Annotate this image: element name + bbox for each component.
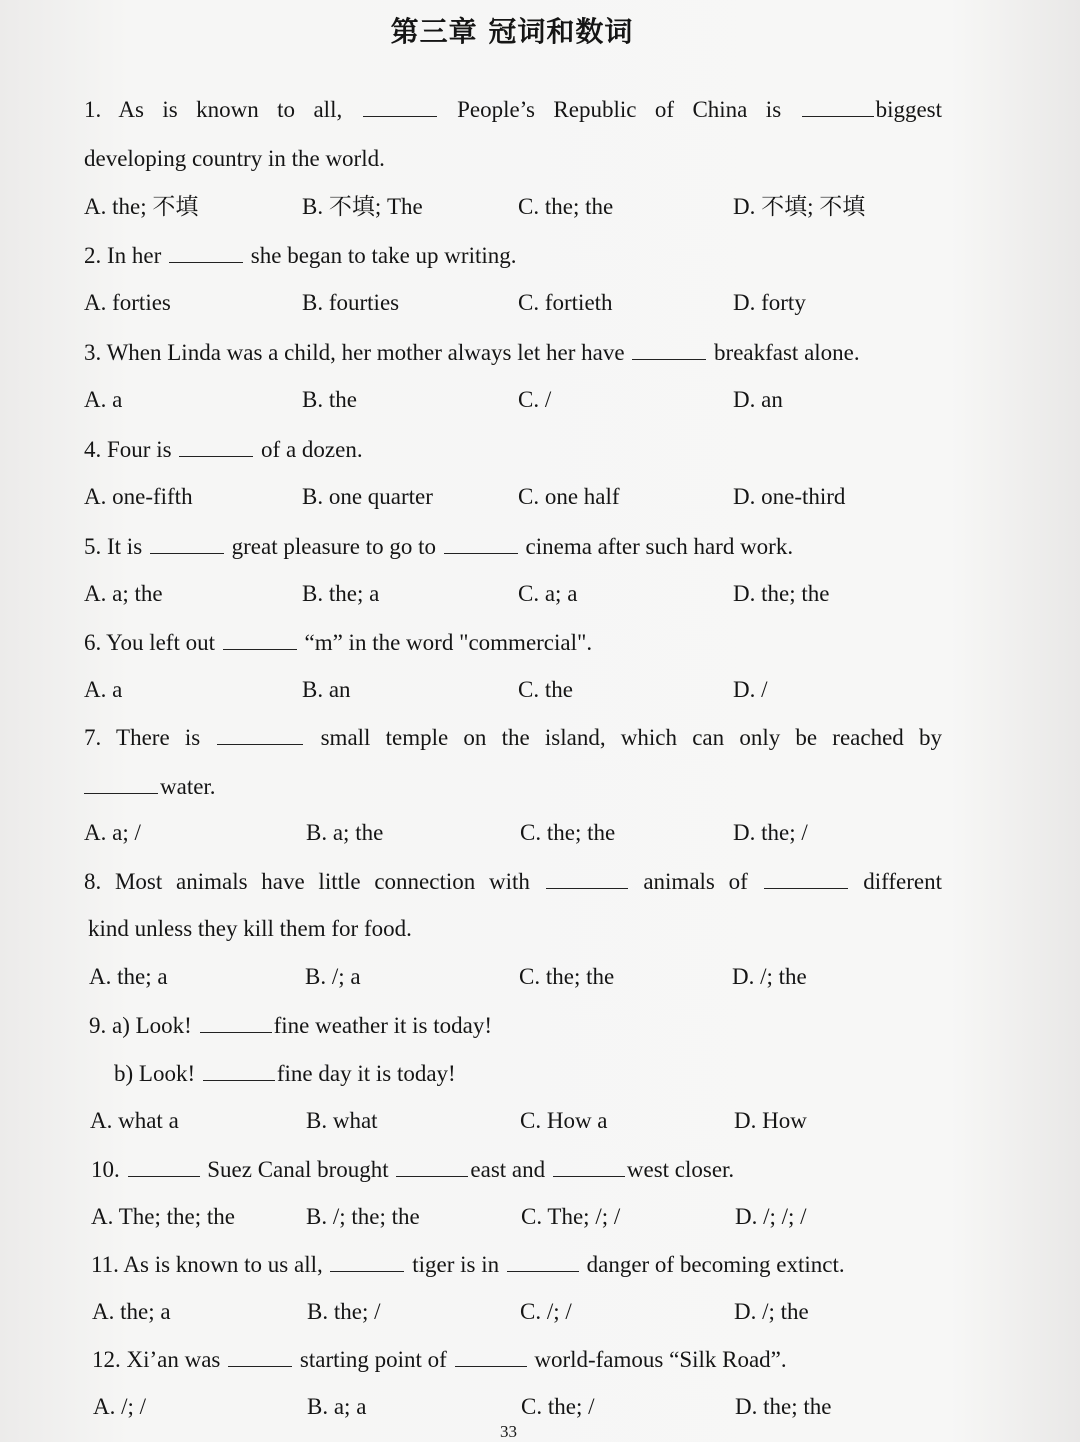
option-d: D. /; the <box>732 964 807 989</box>
option-a: A. a; the <box>84 581 163 606</box>
option-c: C. fortieth <box>518 290 613 315</box>
option-b: B. fourties <box>302 290 400 315</box>
question-1: 1. As is known to all, People’s Republic of China is biggest <box>84 94 942 125</box>
option-a: A. a <box>84 677 123 702</box>
option-b: B. /; a <box>305 964 361 989</box>
option-b: B. the; / <box>307 1299 381 1324</box>
question-5: 5. It is great pleasure to go to cinema after such hard work. <box>84 531 942 562</box>
question-7: 7. There is small temple on the island, which can only be reached by <box>84 722 942 753</box>
answer-blank <box>802 94 874 117</box>
option-d: D. / <box>733 677 768 702</box>
answer-blank <box>84 771 158 794</box>
option-c: C. / <box>518 387 552 412</box>
option-c: C. the; the <box>519 964 615 989</box>
option-b: B. one quarter <box>302 484 433 509</box>
option-d: D. How <box>734 1108 807 1133</box>
answer-blank <box>330 1249 404 1272</box>
option-c: C. the; the <box>520 820 616 845</box>
option-b: B. the; a <box>302 581 380 606</box>
option-a: A. the; a <box>92 1299 171 1324</box>
question-4: 4. Four is of a dozen. <box>84 434 942 465</box>
option-d: D. one-third <box>733 484 846 509</box>
question-1-continued: developing country in the world. <box>84 146 385 171</box>
option-c: C. the; the <box>518 194 614 219</box>
question-3: 3. When Linda was a child, her mother always let her have breakfast alone. <box>84 337 942 368</box>
option-c: C. the <box>518 677 573 702</box>
answer-blank <box>632 337 706 360</box>
question-7-continued: water. <box>84 771 942 802</box>
question-8-continued: kind unless they kill them for food. <box>88 916 412 941</box>
page-number: 33 <box>500 1422 517 1441</box>
question-10: 10. Suez Canal brought east and west closer. <box>91 1154 949 1185</box>
chapter-title: 第三章 冠词和数词 <box>390 15 634 48</box>
option-c: C. one half <box>518 484 620 509</box>
option-d: D. 不填; 不填 <box>733 194 866 219</box>
option-d: D. the; the <box>733 581 830 606</box>
option-c: C. How a <box>520 1108 608 1133</box>
option-c: C. /; / <box>520 1299 572 1324</box>
option-b: B. a; the <box>306 820 384 845</box>
option-a: A. one-fifth <box>84 484 193 509</box>
option-d: D. forty <box>733 290 806 315</box>
option-a: A. /; / <box>93 1394 147 1419</box>
question-8: 8. Most animals have little connection with animals of different <box>84 866 942 897</box>
option-a: A. The; the; the <box>91 1204 235 1229</box>
answer-blank <box>455 1344 527 1367</box>
question-9b: b) Look! fine day it is today! <box>114 1058 972 1089</box>
answer-blank <box>217 722 303 745</box>
question-2: 2. In her she began to take up writing. <box>84 240 942 271</box>
answer-blank <box>764 866 848 889</box>
answer-blank <box>179 434 253 457</box>
option-c: C. a; a <box>518 581 578 606</box>
question-11: 11. As is known to us all, tiger is in danger of becoming extinct. <box>91 1249 949 1280</box>
option-b: B. 不填; The <box>302 194 423 219</box>
option-c: C. the; / <box>521 1394 595 1419</box>
option-a: A. the; 不填 <box>84 194 199 219</box>
answer-blank <box>223 627 297 650</box>
answer-blank <box>507 1249 579 1272</box>
answer-blank <box>444 531 518 554</box>
option-b: B. what <box>306 1108 378 1133</box>
answer-blank <box>553 1154 625 1177</box>
answer-blank <box>546 866 628 889</box>
answer-blank <box>200 1010 272 1033</box>
option-a: A. a; / <box>84 820 141 845</box>
option-d: D. an <box>733 387 783 412</box>
option-d: D. /; the <box>734 1299 809 1324</box>
answer-blank <box>363 94 437 117</box>
answer-blank <box>169 240 243 263</box>
option-b: B. /; the; the <box>306 1204 420 1229</box>
answer-blank <box>228 1344 292 1367</box>
option-d: D. /; /; / <box>735 1204 807 1229</box>
answer-blank <box>203 1058 275 1081</box>
option-a: A. forties <box>84 290 171 315</box>
option-b: B. a; a <box>307 1394 367 1419</box>
option-d: D. the; the <box>735 1394 832 1419</box>
option-a: A. what a <box>90 1108 179 1133</box>
question-6: 6. You left out “m” in the word "commercial". <box>84 627 942 658</box>
option-c: C. The; /; / <box>521 1204 621 1229</box>
question-12: 12. Xi’an was starting point of world-famous “Silk Road”. <box>92 1344 950 1375</box>
option-b: B. an <box>302 677 351 702</box>
option-a: A. the; a <box>89 964 168 989</box>
option-d: D. the; / <box>733 820 808 845</box>
option-a: A. a <box>84 387 123 412</box>
question-9a: 9. a) Look! fine weather it is today! <box>89 1010 947 1041</box>
answer-blank <box>150 531 224 554</box>
answer-blank <box>128 1154 200 1177</box>
option-b: B. the <box>302 387 357 412</box>
answer-blank <box>396 1154 468 1177</box>
